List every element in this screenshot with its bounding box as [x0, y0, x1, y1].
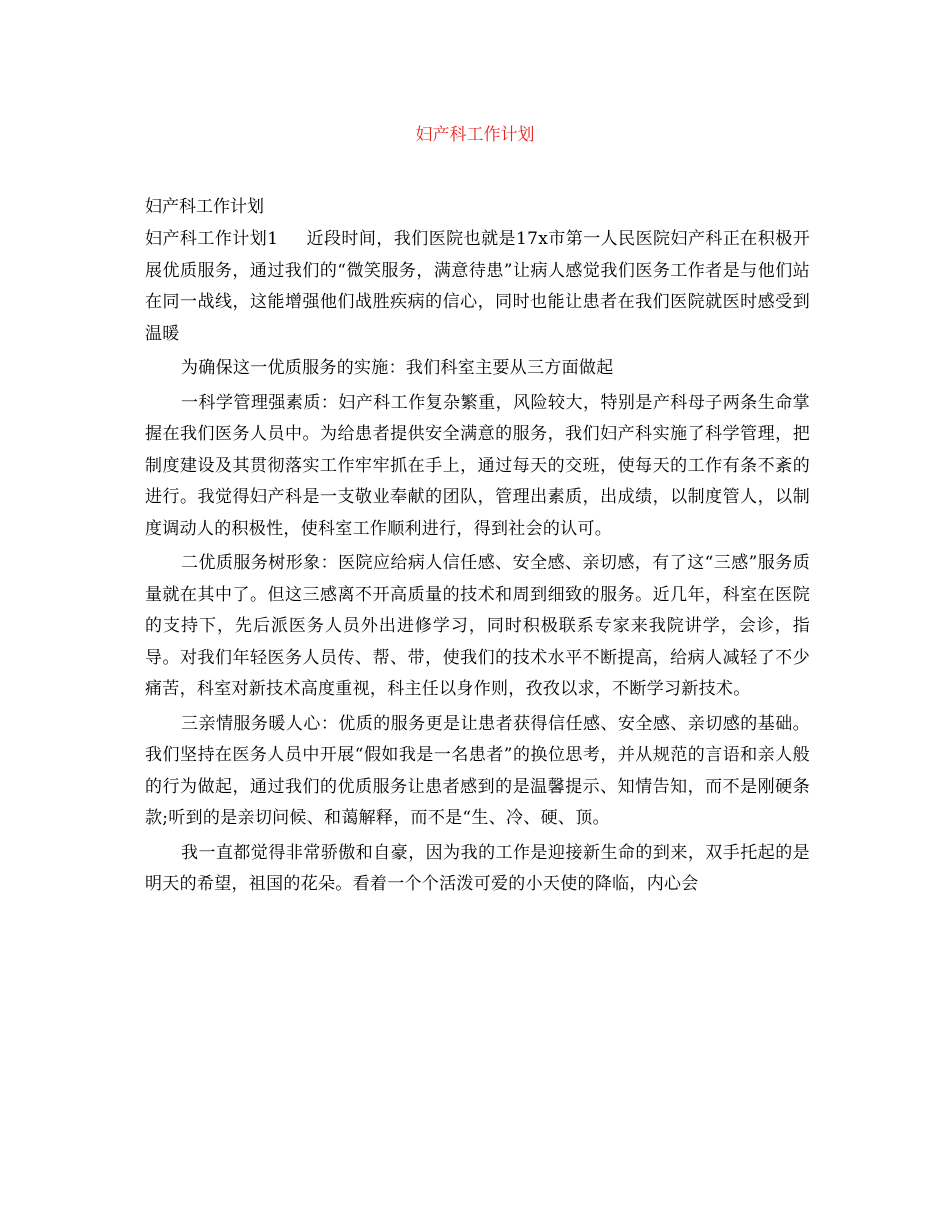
document-body: [145, 192, 810, 901]
paragraph-1: [145, 224, 810, 350]
paragraph-2: 为确保这一优质服务的实施：我们科室主要从三方面做起: [181, 358, 614, 378]
paragraph-5: 三亲情服务暖人心：优质的服务更是让患者获得信任感、安全感、亲切感的基础。我们坚持在医务人员中开展“假如我是一名患者”的换位思考，并从规范的言语和亲人般的行为做起，通过我们的优质服务让患者感到的是温馨提示、知情告知，而不是刚硬条款;听到的是亲切问候、和蔼解释，而不是“生、冷、硬、顶。: [145, 713, 810, 828]
plan-label: 妇产科工作计划1: [145, 229, 279, 249]
paragraph-3: 一科学管理强素质：妇产科工作复杂繁重，风险较大，特别是产科母子两条生命掌握在我们医务人员中。为给患者提供安全满意的服务，我们妇产科实施了科学管理，把制度建设及其贯彻落实工作牢牢抓在手上，通过每天的交班，使每天的工作有条不紊的进行。我觉得妇产科是一支敬业奉献的团队，管理出素质，出成绩，以制度管人，以制度调动人的积极性，使科室工作顺利进行，得到社会的认可。: [145, 392, 810, 539]
document-title: 妇产科工作计划: [415, 125, 535, 145]
paragraph-1-text: 近段时间，我们医院也就是17x市第一人民医院妇产科正在积极开展优质服务，通过我们的“微笑服务，满意待患”让病人感觉我们医务工作者是与他们站在同一战线，这能增强他们战胜疾病的信心，同时也能让患者在我们医院就医时感受到温暖: [145, 229, 810, 344]
paragraph-6: 我一直都觉得非常骄傲和自豪，因为我的工作是迎接新生命的到来，双手托起的是明天的希望，祖国的花朵。看着一个个活泼可爱的小天使的降临，内心会: [145, 842, 810, 894]
paragraph-4: 二优质服务树形象：医院应给病人信任感、安全感、亲切感，有了这“三感”服务质量就在其中了。但这三感离不开高质量的技术和周到细致的服务。近几年，科室在医院的支持下，先后派医务人员外出进修学习，同时积极联系专家来我院讲学，会诊，指导。对我们年轻医务人员传、帮、带，使我们的技术水平不断提高，给病人减轻了不少痛苦，科室对新技术高度重视，科主任以身作则，孜孜以求，不断学习新技术。: [145, 553, 810, 699]
section-heading: 妇产科工作计划: [145, 197, 264, 217]
